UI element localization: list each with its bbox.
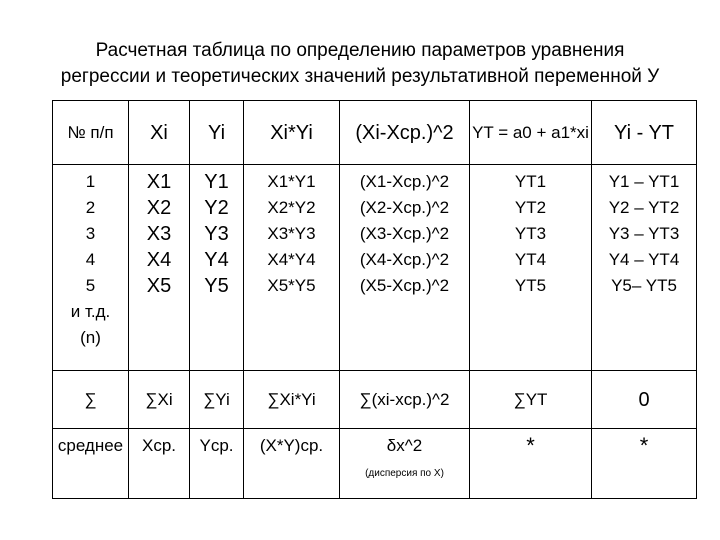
- mean-residual-star: *: [592, 429, 697, 499]
- residual-value: Y4 – YT4: [608, 250, 680, 269]
- xi-value: X1: [146, 171, 172, 193]
- yt-value: YT4: [514, 250, 547, 269]
- residual-value: Y5– YT5: [611, 276, 677, 295]
- yi-value: Y3: [204, 223, 229, 245]
- squared-deviation-value: (X4-Xср.)^2: [359, 250, 450, 269]
- row-number: 2: [85, 198, 96, 217]
- yi-cell: [190, 165, 244, 371]
- xi-cell: [129, 165, 190, 371]
- header-yt-formula: YT = a0 + a1*xi: [470, 101, 592, 165]
- variance-cell: [340, 429, 470, 499]
- title-line-2: регрессии и теоретических значений результативной переменной У: [60, 66, 660, 87]
- yi-value: Y1: [204, 171, 229, 193]
- slide-title: [20, 38, 700, 90]
- mean-label: среднее: [53, 429, 129, 499]
- xi-yi-value: X5*Y5: [267, 276, 316, 295]
- residual-value: Y1 – YT1: [608, 172, 680, 191]
- number-cell: [53, 165, 129, 371]
- xi-yi-value: X2*Y2: [267, 198, 316, 217]
- header-number: № п/п: [53, 101, 129, 165]
- variance-note: (дисперсия по X): [365, 468, 444, 479]
- variance-symbol: δx^2: [386, 436, 423, 455]
- mean-yt-star: *: [470, 429, 592, 499]
- residual-value: Y2 – YT2: [608, 198, 680, 217]
- yi-value: Y2: [204, 197, 229, 219]
- yt-value: YT2: [514, 198, 547, 217]
- header-residual: Yi - YT: [592, 101, 697, 165]
- sum-residual: 0: [592, 371, 697, 429]
- row-number: 4: [85, 250, 96, 269]
- mean-x: Xср.: [129, 429, 190, 499]
- yi-value: Y4: [204, 249, 229, 271]
- squared-deviation-value: (X2-Xср.)^2: [359, 198, 450, 217]
- mean-row: [53, 429, 697, 499]
- sum-yi: ∑Yi: [190, 371, 244, 429]
- residual-cell: [592, 165, 697, 371]
- header-row: [53, 101, 697, 165]
- squared-deviation-value: (X3-Xср.)^2: [359, 224, 450, 243]
- row-number-etc: и т.д.: [70, 302, 111, 321]
- yt-value: YT5: [514, 276, 547, 295]
- mean-y: Yср.: [190, 429, 244, 499]
- xi-value: X3: [146, 223, 172, 245]
- sum-yt: ∑YT: [470, 371, 592, 429]
- header-squared-deviation: (Xi-Xср.)^2: [340, 101, 470, 165]
- yt-cell: [470, 165, 592, 371]
- title-line-1: Расчетная таблица по определению параметров уравнения: [95, 40, 625, 61]
- residual-value: Y3 – YT3: [608, 224, 680, 243]
- xi-yi-cell: [244, 165, 340, 371]
- mean-xy: (X*Y)ср.: [244, 429, 340, 499]
- row-number-n: (n): [80, 328, 101, 347]
- yi-value: Y5: [204, 275, 229, 297]
- squared-deviation-cell: [340, 165, 470, 371]
- sum-squared-deviation: ∑(xi-xср.)^2: [340, 371, 470, 429]
- xi-yi-value: X1*Y1: [267, 172, 316, 191]
- xi-yi-value: X3*Y3: [267, 224, 316, 243]
- data-row: [53, 165, 697, 371]
- xi-yi-value: X4*Y4: [267, 250, 316, 269]
- sum-xi: ∑Xi: [129, 371, 190, 429]
- sum-xi-yi: ∑Xi*Yi: [244, 371, 340, 429]
- xi-value: X4: [146, 249, 172, 271]
- sum-symbol: ∑: [53, 371, 129, 429]
- row-number: 3: [85, 224, 96, 243]
- squared-deviation-value: (X5-Xср.)^2: [359, 276, 450, 295]
- calculation-table: [52, 100, 697, 499]
- header-yi: Yi: [190, 101, 244, 165]
- row-number: 5: [85, 276, 96, 295]
- yt-value: YT3: [514, 224, 547, 243]
- sum-row: [53, 371, 697, 429]
- xi-value: X2: [146, 197, 172, 219]
- xi-value: X5: [146, 275, 172, 297]
- yt-value: YT1: [514, 172, 547, 191]
- row-number: 1: [85, 172, 96, 191]
- squared-deviation-value: (X1-Xср.)^2: [359, 172, 450, 191]
- header-xi: Xi: [129, 101, 190, 165]
- header-xi-yi: Xi*Yi: [244, 101, 340, 165]
